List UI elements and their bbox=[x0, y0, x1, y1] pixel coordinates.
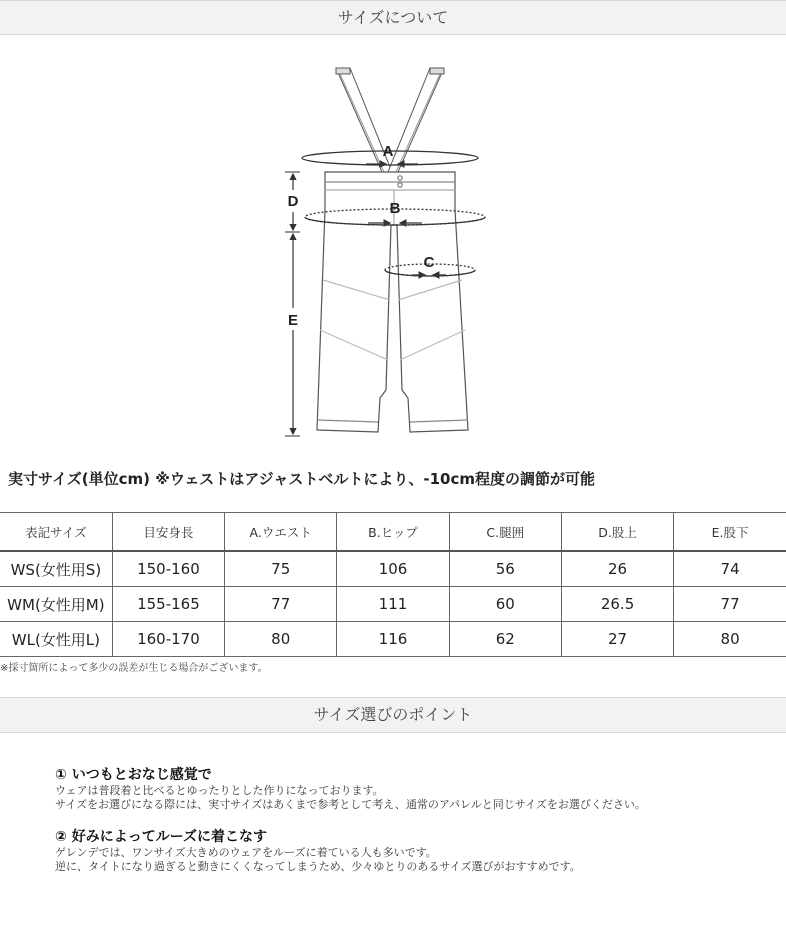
measure-d bbox=[285, 172, 300, 232]
points-section-header bbox=[0, 697, 786, 733]
header-rise: D.股上 bbox=[561, 513, 673, 552]
tip-1 bbox=[55, 767, 646, 812]
label-c: C bbox=[423, 254, 435, 271]
label-d: D bbox=[287, 193, 299, 210]
header-size: 表記サイズ bbox=[0, 513, 112, 552]
measurement-note: ※採寸箇所によって多少の誤差が生じる場合がございます。 bbox=[0, 663, 268, 674]
size-section-header bbox=[0, 0, 786, 35]
cell-thigh: 56 bbox=[449, 551, 561, 587]
cell-size: WM(女性用M) bbox=[0, 587, 112, 622]
header-thigh: C.腿囲 bbox=[449, 513, 561, 552]
table-header-row bbox=[0, 513, 786, 552]
cell-hip: 106 bbox=[337, 551, 449, 587]
tip-line: ウェアは普段着と比べるとゆったりとした作りになっております。 bbox=[55, 784, 384, 797]
cell-rise: 26 bbox=[561, 551, 673, 587]
cell-hip: 116 bbox=[337, 622, 449, 657]
cell-height: 150-160 bbox=[112, 551, 224, 587]
header-hip: B.ヒップ bbox=[337, 513, 449, 552]
cell-hip: 111 bbox=[337, 587, 449, 622]
tip-line: ゲレンデでは、ワンサイズ大きめのウェアをルーズに着ている人も多いです。 bbox=[55, 846, 437, 859]
cell-rise: 27 bbox=[561, 622, 673, 657]
table-caption: 実寸サイズ(単位cm) ※ウェストはアジャストベルトにより、-10cm程度の調節が可能 bbox=[8, 470, 595, 488]
cell-height: 155-165 bbox=[112, 587, 224, 622]
cell-waist: 75 bbox=[225, 551, 337, 587]
header-height: 目安身長 bbox=[112, 513, 224, 552]
cell-waist: 80 bbox=[225, 622, 337, 657]
table-row bbox=[0, 622, 786, 657]
tip-title: ① いつもとおなじ感覚で bbox=[55, 767, 212, 783]
label-e: E bbox=[287, 312, 299, 329]
cell-size: WS(女性用S) bbox=[0, 551, 112, 587]
table-row bbox=[0, 551, 786, 587]
label-a: A bbox=[382, 143, 394, 160]
points-section-title: サイズ選びのポイント bbox=[313, 705, 473, 724]
tip-line: 逆に、タイトになり過ぎると動きにくくなってしまうため、少々ゆとりのあるサイズ選びがおすすめです。 bbox=[55, 860, 581, 873]
header-waist: A.ウエスト bbox=[225, 513, 337, 552]
size-table bbox=[0, 512, 786, 657]
cell-inseam: 74 bbox=[674, 551, 786, 587]
tip-line: サイズをお選びになる際には、実寸サイズはあくまで参考として考え、通常のアパレルと同じサイズをお選びください。 bbox=[55, 798, 646, 811]
cell-waist: 77 bbox=[225, 587, 337, 622]
header-inseam: E.股下 bbox=[674, 513, 786, 552]
cell-inseam: 80 bbox=[674, 622, 786, 657]
pants-measurement-diagram bbox=[270, 60, 510, 445]
table-row bbox=[0, 587, 786, 622]
tip-2 bbox=[55, 829, 581, 874]
measure-a bbox=[302, 143, 478, 165]
cell-height: 160-170 bbox=[112, 622, 224, 657]
measure-e bbox=[285, 234, 300, 436]
cell-size: WL(女性用L) bbox=[0, 622, 112, 657]
tip-title: ② 好みによってルーズに着こなす bbox=[55, 829, 268, 845]
label-b: B bbox=[389, 200, 401, 217]
cell-rise: 26.5 bbox=[561, 587, 673, 622]
size-section-title: サイズについて bbox=[337, 8, 449, 27]
cell-thigh: 60 bbox=[449, 587, 561, 622]
cell-thigh: 62 bbox=[449, 622, 561, 657]
cell-inseam: 77 bbox=[674, 587, 786, 622]
